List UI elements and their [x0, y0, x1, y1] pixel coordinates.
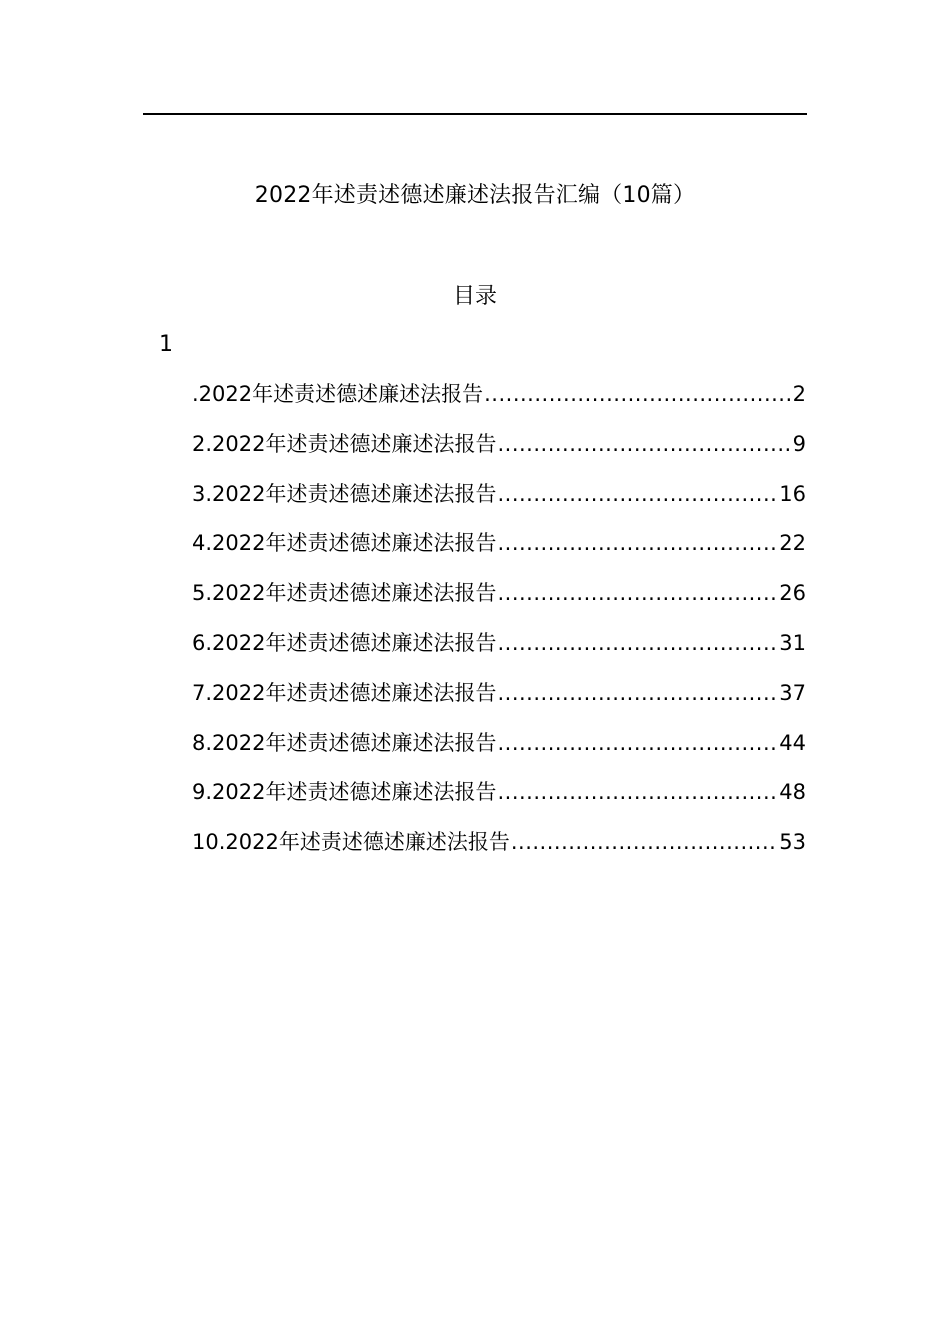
toc-dot-leader: [497, 626, 778, 660]
toc-dot-leader: [484, 377, 792, 411]
toc-dot-leader: [497, 477, 778, 511]
toc-entry-label: 4.2022年述责述德述廉述法报告: [192, 531, 497, 556]
document-title: 2022年述责述德述廉述法报告汇编（10篇）: [254, 183, 696, 208]
toc-entry-label: 10.2022年述责述德述廉述法报告: [192, 830, 510, 855]
toc-entry-page: 44: [779, 730, 806, 755]
toc-entry[interactable]: [192, 377, 806, 427]
toc-dot-leader: [497, 427, 791, 461]
toc-dot-leader: [497, 775, 778, 809]
toc-entry-label: 9.2022年述责述德述廉述法报告: [192, 780, 497, 805]
toc-dot-leader: [497, 676, 778, 710]
toc-dot-leader: [497, 726, 778, 760]
toc-dot-leader: [497, 576, 778, 610]
toc-entry-label: 8.2022年述责述德述廉述法报告: [192, 730, 497, 755]
toc-dot-leader: [511, 825, 778, 859]
toc-heading: 目录: [452, 284, 497, 309]
toc-entry-page: 53: [779, 830, 806, 855]
toc-entry[interactable]: [192, 427, 806, 477]
toc-entry-label: 2.2022年述责述德述廉述法报告: [192, 431, 497, 456]
toc-entry-page: 9: [792, 431, 806, 456]
toc-entry[interactable]: [192, 526, 806, 576]
toc-entry-page: 2: [792, 382, 806, 406]
toc-entry-page: 22: [779, 531, 806, 556]
toc-dot-leader: [497, 526, 778, 560]
toc-entry[interactable]: [192, 676, 806, 726]
toc-entry-page: 16: [779, 481, 806, 506]
toc-stray-number: 1: [159, 332, 173, 357]
header-rule: [143, 113, 807, 115]
toc-entry[interactable]: [192, 726, 806, 776]
toc-entry[interactable]: [192, 626, 806, 676]
toc-entry-page: 48: [779, 780, 806, 805]
toc-entry-label: 5.2022年述责述德述廉述法报告: [192, 581, 497, 606]
toc-entry-label: 3.2022年述责述德述廉述法报告: [192, 481, 497, 506]
toc-entry[interactable]: [192, 825, 806, 875]
toc-entry[interactable]: [192, 576, 806, 626]
toc-entry[interactable]: [192, 477, 806, 527]
toc-entry-label: .2022年述责述德述廉述法报告: [192, 382, 484, 406]
toc-entry-label: 6.2022年述责述德述廉述法报告: [192, 630, 497, 655]
toc-entry-page: 37: [779, 680, 806, 705]
table-of-contents: [192, 377, 806, 875]
toc-entry[interactable]: [192, 775, 806, 825]
toc-entry-page: 26: [779, 581, 806, 606]
toc-entry-label: 7.2022年述责述德述廉述法报告: [192, 680, 497, 705]
toc-entry-page: 31: [779, 630, 806, 655]
